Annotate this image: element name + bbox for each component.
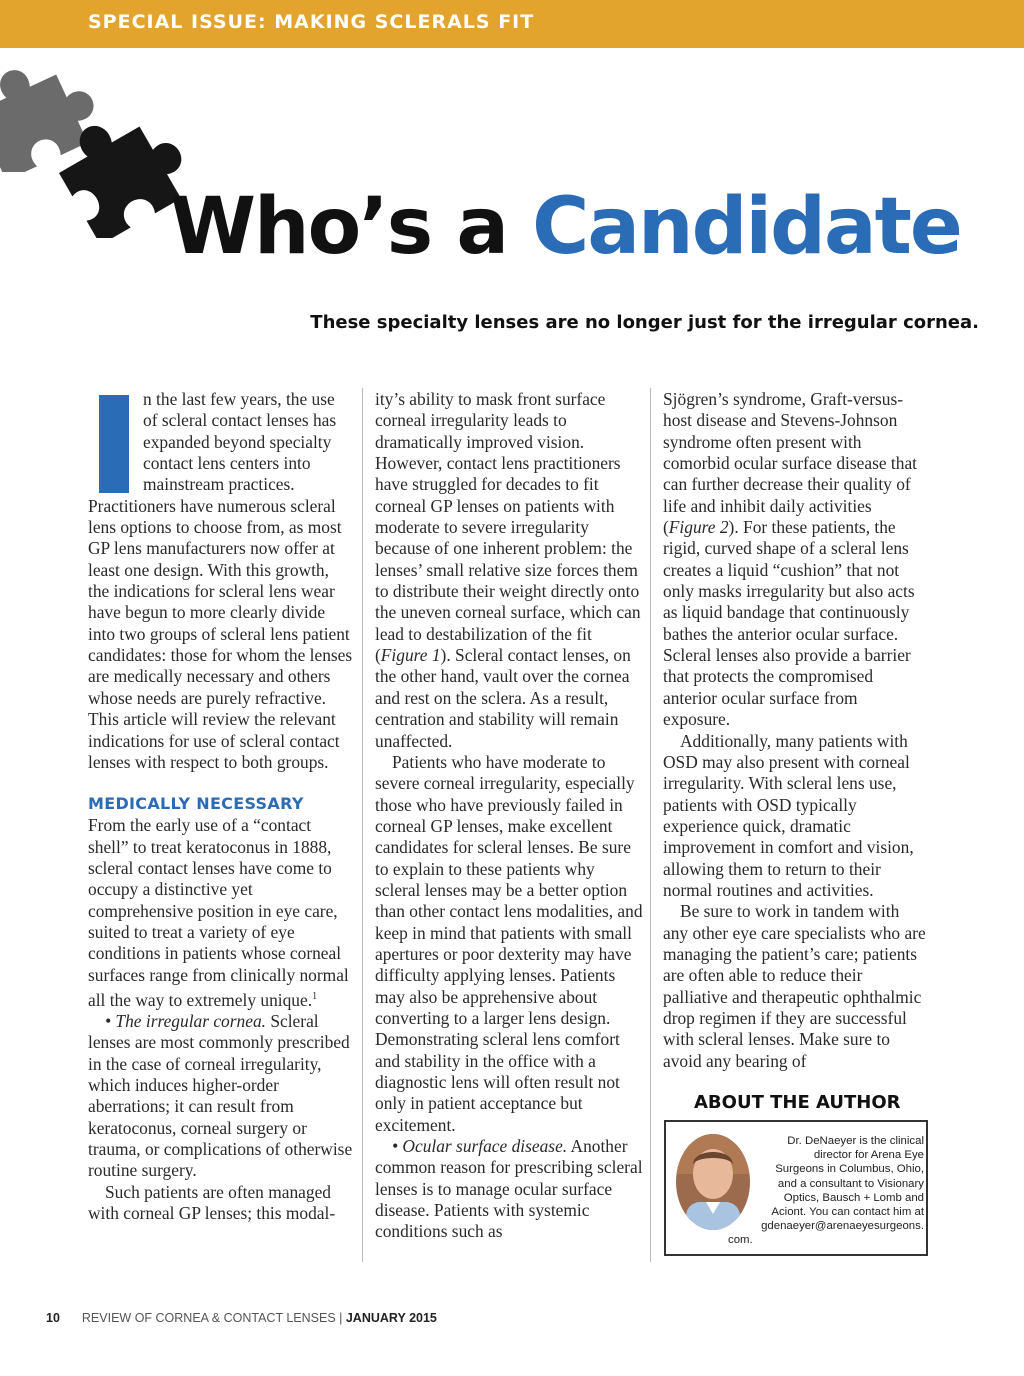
article-deck: These specialty lenses are no longer just for the irregular cornea.	[310, 312, 979, 333]
paragraph-text: ity’s ability to mask front surface corneal irregularity leads to dramatically improved vision. However, contact lens practitioners have struggled for decades to fit corneal GP lenses on patients with moderate to severe irregularity because of one inherent problem: the lenses’ small relative size forces them to distribute their weight directly onto the uneven corneal surface, which can lead to destabilization of the fit (	[375, 389, 641, 666]
bio-line: Surgeons in Columbus, Ohio,	[775, 1163, 924, 1176]
body-paragraph	[375, 389, 643, 752]
column-divider	[650, 388, 651, 1262]
bio-email-tail: com.	[728, 1234, 753, 1246]
intro-line: n the last few years, the use	[143, 389, 335, 409]
figure-ref: Figure 2	[668, 517, 729, 538]
page-number: 10	[46, 1311, 60, 1325]
bullet-text: Another common reason for prescribing scleral lenses is to manage ocular surface disease. Patients with systemic conditions such as	[375, 1136, 643, 1242]
bio-email: gdenaeyer@arenaeyesurgeons.	[761, 1220, 924, 1233]
banner-title: SPECIAL ISSUE: MAKING SCLERALS FIT	[88, 11, 535, 33]
column-divider	[362, 388, 363, 1262]
bio-line: director for Arena Eye	[813, 1149, 924, 1162]
bullet-paragraph	[88, 1011, 354, 1182]
about-author-title: ABOUT THE AUTHOR	[694, 1092, 901, 1113]
paragraph-text: From the early use of a “contact shell” to treat keratoconus in 1888, scleral contact lenses have come to occupy a distinctive yet comprehensive position in eye care, suited to treat a variety of eye conditions in patients whose corneal surfaces range from clinically normal all the way to extremely unique.	[88, 815, 349, 1010]
body-paragraph: Such patients are often managed with corneal GP lenses; this modal-	[88, 1181, 336, 1224]
intro-text: Practitioners have numerous scleral lens options to choose from, as most GP lens manufacturers now offer at least one design. With this growth, the indications for scleral lens wear have begun to more clearly divide into two groups of scleral lens patient candidates: those for whom the lenses are medically necessary and others whose needs are purely refractive. This article will review the relevant indications for use of scleral contact lenses with respect to both groups.	[88, 495, 353, 772]
body-paragraph: Be sure to work in tandem with any other eye care specialists who are managing the patient’s care; patients are often able to reduce their palliative and therapeutic ophthalmic drop regimen if they are successful with scleral lenses. Make sure to avoid any bearing of	[663, 901, 926, 1071]
bio-line: Aciont. You can contact him at	[771, 1206, 924, 1219]
bio-line: and a consultant to Visionary	[777, 1177, 924, 1190]
bullet-title: • Ocular surface disease.	[392, 1136, 568, 1157]
body-paragraph: Additionally, many patients with OSD may also present with corneal irregularity. With scleral lens use, patients with OSD typically experience quick, dramatic improvement in comfort and vision, allowing them to return to their normal routines and activities.	[663, 730, 914, 900]
intro-line: of scleral contact lenses has	[143, 410, 337, 431]
bullet-title: • The irregular cornea.	[105, 1011, 266, 1032]
paragraph-text: Sjögren’s syndrome, Graft-versus-host disease and Stevens-Johnson syndrome often present with comorbid ocular surface disease that can further decrease their quality of life and inhibit daily activities (	[663, 389, 917, 538]
article-column-3	[663, 389, 928, 1072]
bio-line: Dr. DeNaeyer is the clinical	[787, 1135, 924, 1147]
footnote-ref: 1	[312, 990, 318, 1002]
paragraph-text: ). For these patients, the rigid, curved shape of a scleral lens creates a liquid “cushion” that not only masks irregularity but also acts as liquid bandage that continuously bathes the anterior ocular surface. Scleral lenses also provide a barrier that protects the compromised anterior ocular surface from exposure.	[663, 517, 915, 730]
article-column-1	[88, 389, 354, 1225]
figure-ref: Figure 1	[380, 645, 441, 666]
body-paragraph: Patients who have moderate to severe corneal irregularity, especially those who have previously failed in corneal GP lenses, make excellent candidates for scleral lenses. Be sure to explain to these patients why scleral lenses may be a better option than other contact lens modalities, and keep in mind that patients with small apertures or poor dexterity may have difficulty applying lenses. Patients may also be apprehensive about converting to a larger lens design. Demonstrating scleral lens comfort and stability in the office with a diagnostic lens will often result not only in patient acceptance but excitement.	[375, 751, 643, 1135]
author-bio-box	[664, 1120, 928, 1256]
intro-paragraph	[88, 389, 354, 773]
body-paragraph	[663, 389, 928, 731]
intro-line: expanded beyond specialty	[143, 431, 332, 452]
drop-cap	[99, 395, 129, 493]
section-banner	[0, 0, 1024, 48]
article-column-2	[375, 389, 643, 1243]
bio-line: Optics, Bausch + Lomb and	[783, 1191, 924, 1204]
section-heading: MEDICALLY NECESSARY	[88, 794, 304, 814]
issue-date: JANUARY 2015	[345, 1311, 437, 1325]
intro-line: mainstream practices.	[143, 474, 295, 495]
intro-line: contact lens centers into	[143, 453, 311, 474]
bullet-text: Scleral lenses are most commonly prescribed in the case of corneal irregularity, which induces higher-order aberrations; it can result from keratoconus, corneal surgery or trauma, or complications of otherwise routine surgery.	[88, 1011, 353, 1181]
article-headline	[170, 182, 1000, 272]
headline-part-black: Who’s a	[170, 182, 533, 272]
author-bio	[728, 1134, 924, 1233]
page-footer	[46, 1311, 437, 1325]
body-paragraph	[88, 815, 354, 1011]
puzzle-piece-black-icon	[52, 108, 187, 238]
headline-part-blue: Candidate	[532, 182, 961, 272]
publication-name: REVIEW OF CORNEA & CONTACT LENSES |	[81, 1311, 346, 1325]
paragraph-text: ). Scleral contact lenses, on the other hand, vault over the cornea and rest on the sclera. As a result, centration and stability will remain unaffected.	[375, 645, 631, 751]
bullet-paragraph	[375, 1136, 643, 1243]
